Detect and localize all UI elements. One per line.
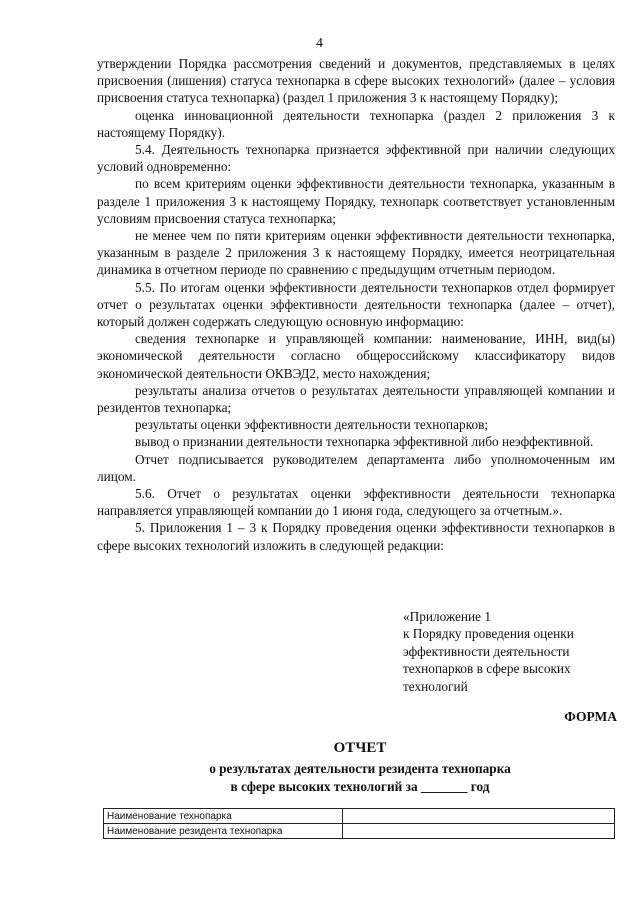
page-number: 4 (316, 36, 323, 51)
paragraph: оценка инновационной деятельности технопарка (раздел 2 приложения 3 к настоящему Порядку). (97, 107, 615, 140)
paragraph: 5. Приложения 1 – 3 к Порядку проведения оценки эффективности технопарков в сфере высоких технологий изложить в следующей редакции: (97, 520, 615, 553)
paragraph: не менее чем по пяти критериям оценки эффективности деятельности технопарка, указанным в разделе 2 приложения 3 к настоящему Порядку, имеется неотрицательная динамика в отчетном периоде по сравнению с предыдущим отчетным периодом. (97, 228, 615, 278)
report-subtitle-line: о результатах деятельности резидента технопарка (209, 761, 511, 776)
paragraph: 5.5. По итогам оценки эффективности деятельности технопарков отдел формирует отчет о результатах оценки эффективности деятельности технопарка (далее – отчет), который должен содержать следующую основную информацию: (97, 279, 615, 330)
paragraph: сведения технопарке и управляющей компании: наименование, ИНН, вид(ы) экономической деятельности согласно общероссийскому классификатору видов экономической деятельности ОКВЭД2, место нахождения; (97, 331, 615, 381)
paragraph: 5.4. Деятельность технопарка признается эффективной при наличии следующих условий одновременно: (97, 142, 615, 175)
paragraph: утверждении Порядка рассмотрения сведений и документов, представляемых в целях присвоения (лишения) статуса технопарка в сфере высоких технологий» (далее – условия присвоения статуса технопарка) (раздел 1 приложения 3 к настоящему Порядку); (97, 56, 615, 106)
table-cell-value (343, 824, 615, 839)
report-table (103, 808, 615, 839)
table-cell-label: Наименование технопарка (104, 809, 343, 824)
appendix-line: эффективности деятельности (403, 643, 570, 659)
appendix-line: «Приложение 1 (403, 609, 491, 624)
paragraph: по всем критериям оценки эффективности деятельности технопарка, указанным в разделе 1 приложения 3 к настоящему Порядку, технопарк соответствует установленным условиям присвоения статуса технопарка; (97, 176, 615, 226)
paragraph: результаты оценки эффективности деятельности технопарков; (135, 417, 489, 433)
body-text (97, 55, 615, 554)
paragraph: Отчет подписывается руководителем департамента либо уполномоченным им лицом. (97, 451, 615, 484)
table-row (104, 824, 615, 839)
table-cell-value (343, 809, 615, 824)
paragraph: вывод о признании деятельности технопарка эффективной либо неэффективной. (135, 434, 594, 450)
report-title: ОТЧЕТ (333, 740, 387, 756)
forma-label: ФОРМА (564, 709, 617, 724)
table-cell-label: Наименование резидента технопарка (104, 824, 343, 839)
table-row (104, 809, 615, 824)
paragraph: результаты анализа отчетов о результатах деятельности управляющей компании и резидентов технопарка; (97, 382, 615, 416)
report-subtitle-line: в сфере высоких технологий за _______ год (230, 778, 490, 794)
appendix-line: технопарков в сфере высоких (403, 661, 571, 677)
appendix-line: к Порядку проведения оценки (403, 626, 574, 642)
paragraph: 5.6. Отчет о результатах оценки эффективности деятельности технопарка направляется управляющей компании до 1 июня года, следующего за отчетным.». (97, 486, 615, 519)
report-subtitle (0, 760, 639, 795)
appendix-line: технологий (403, 678, 468, 694)
appendix-header (403, 608, 618, 695)
